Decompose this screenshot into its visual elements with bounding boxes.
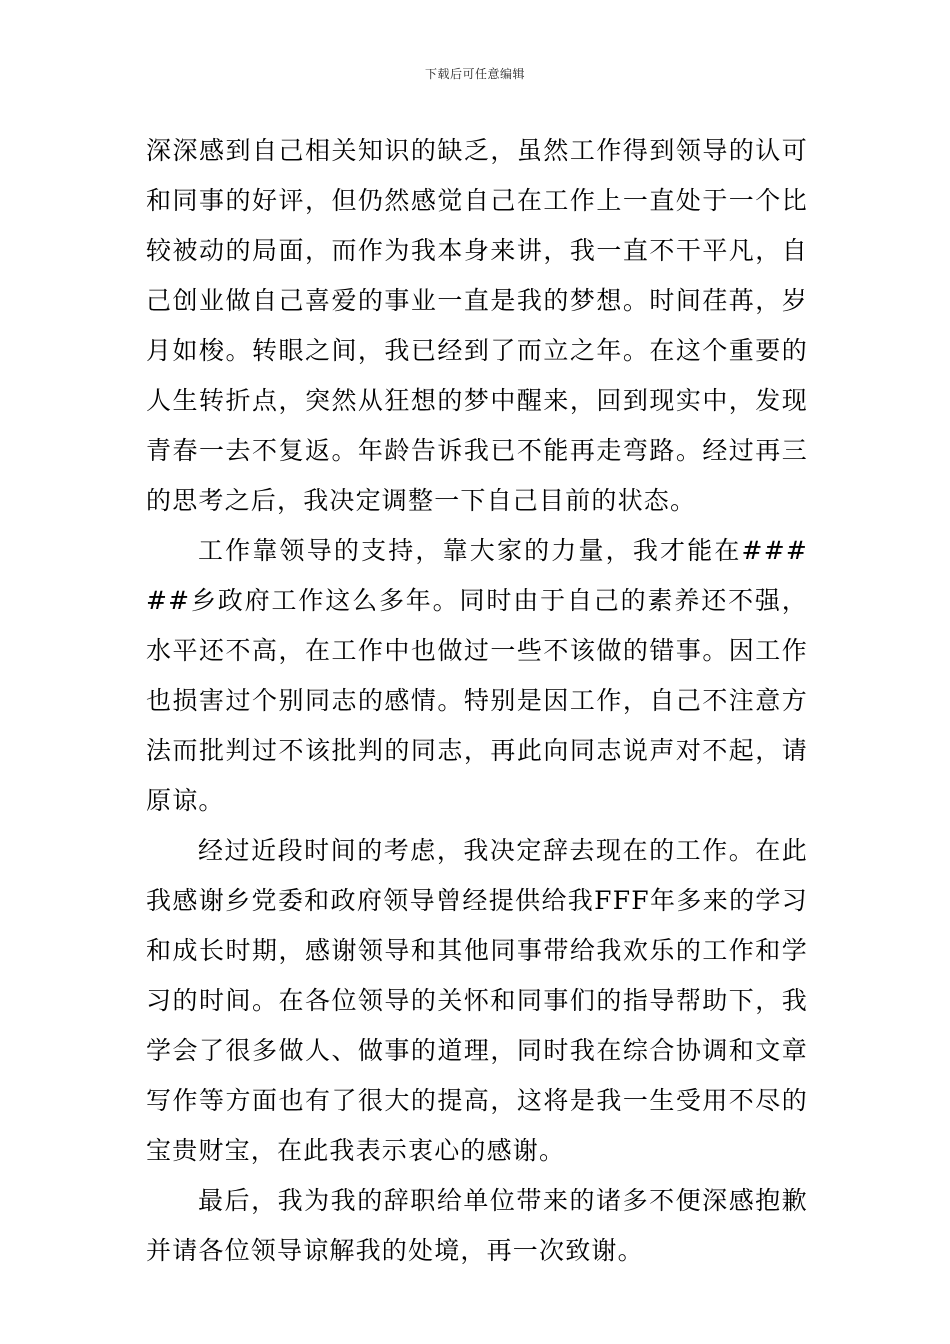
paragraph: 工作靠领导的支持，靠大家的力量，我才能在#####乡政府工作这么多年。同时由于自己的素养还不强，水平还不高，在工作中也做过一些不该做的错事。因工作也损害过个别同志的感情。特别是因工作，自己不注意方法而批判过不该批判的同志，再此向同志说声对不起，请原谅。	[146, 536, 808, 815]
paragraph: 经过近段时间的考虑，我决定辞去现在的工作。在此我感谢乡党委和政府领导曾经提供给我FFF年多来的学习和成长时期，感谢领导和其他同事带给我欢乐的工作和学习的时间。在各位领导的关怀和同事们的指导帮助下，我学会了很多做人、做事的道理，同时我在综合协调和文章写作等方面也有了很大的提高，这将是我一生受用不尽的宝贵财宝，在此我表示衷心的感谢。	[146, 836, 808, 1165]
page-header: 下载后可任意编辑	[424, 67, 525, 81]
paragraph: 最后，我为我的辞职给单位带来的诸多不便深感抱歉并请各位领导谅解我的处境，再一次致谢。	[146, 1186, 808, 1265]
document-body	[146, 126, 808, 1276]
paragraph: 深深感到自己相关知识的缺乏，虽然工作得到领导的认可和同事的好评，但仍然感觉自己在工作上一直处于一个比较被动的局面，而作为我本身来讲，我一直不干平凡，自己创业做自己喜爱的事业一直是我的梦想。时间荏苒，岁月如梭。转眼之间，我已经到了而立之年。在这个重要的人生转折点，突然从狂想的梦中醒来，回到现实中，发现青春一去不复返。年龄告诉我已不能再走弯路。经过再三的思考之后，我决定调整一下自己目前的状态。	[146, 136, 808, 515]
